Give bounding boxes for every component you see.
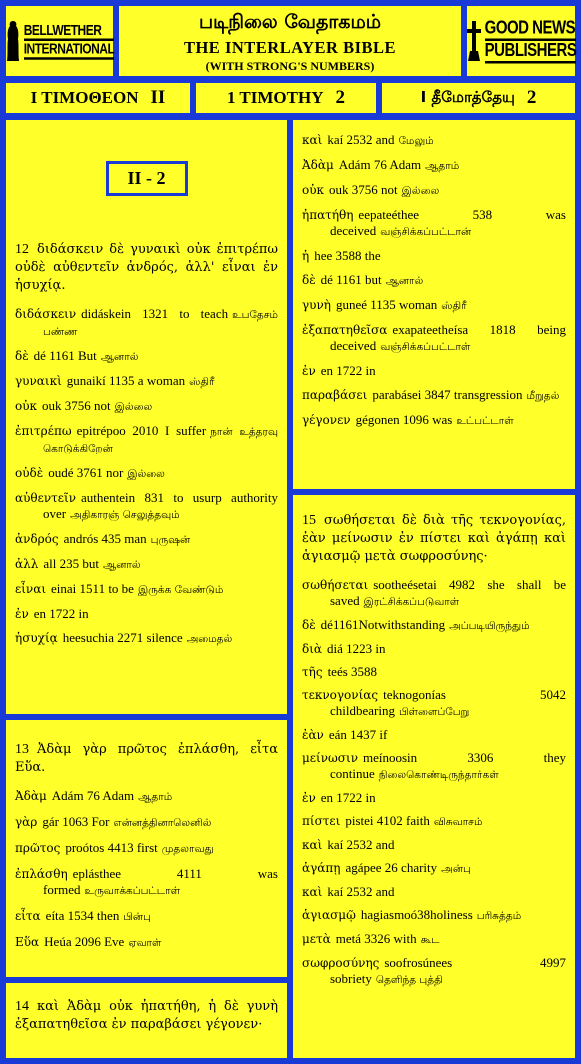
interlinear-entry	[302, 157, 566, 174]
title-box	[116, 3, 464, 79]
tamil-gloss: அன்பு	[441, 863, 471, 875]
transliteration-strongs-gloss: Adám 76 Adam	[51, 788, 135, 803]
interlinear-entry	[15, 348, 278, 365]
tamil-gloss: என்னத்தினாலெனில்	[113, 817, 212, 829]
interlinear-entry	[302, 363, 566, 379]
greek-word: Ἀδὰμ	[302, 158, 334, 172]
transliteration-strongs-gloss: hagiasmoó38holiness	[360, 907, 473, 922]
verse-12-text	[15, 240, 278, 294]
interlinear-list-13	[15, 788, 278, 951]
greek-word: γέγονεν	[302, 413, 351, 427]
greek-word: γυνὴ	[302, 298, 331, 312]
interlinear-entry	[302, 837, 566, 853]
greek-word: πρῶτος	[15, 841, 61, 855]
cross-figure-icon	[466, 19, 482, 63]
title-sub: (WITH STRONG'S NUMBERS)	[205, 59, 375, 73]
tamil-gloss: மேலும்	[398, 135, 434, 147]
tamil-gloss: வஞ்சிக்கப்பட்டான்	[380, 226, 472, 238]
verse-15-number: 15	[302, 513, 316, 528]
interlinear-entry	[15, 866, 278, 899]
tamil-gloss: ஆனால்	[100, 351, 139, 363]
interlinear-entry	[15, 490, 278, 523]
transliteration-strongs-gloss: gár 1063 For	[42, 814, 110, 829]
interlinear-entry	[15, 556, 278, 573]
interlinear-entry	[302, 641, 566, 657]
tamil-gloss: அப்படியிருந்தும்	[449, 620, 530, 632]
greek-word: γὰρ	[15, 815, 38, 829]
interlinear-entry	[15, 398, 278, 415]
chapter-num-tamil: 2	[526, 87, 537, 108]
chapter-num-greek: II	[150, 87, 166, 108]
tamil-gloss: கூட	[420, 934, 440, 946]
tamil-gloss: ஆனால்	[102, 559, 141, 571]
interlinear-entry	[15, 934, 278, 951]
interlinear-entry	[15, 840, 278, 857]
greek-word: εἶναι	[15, 582, 47, 596]
tamil-gloss: பரிசுத்தம்	[476, 910, 522, 922]
transliteration-strongs-gloss: en 1722 in	[33, 606, 89, 621]
interlinear-list-14	[302, 132, 566, 429]
interlinear-entry	[15, 465, 278, 482]
title-tamil: படிநிலை வேதாகமம்	[198, 11, 382, 33]
tamil-gloss: உபதேசம் பண்ண	[43, 309, 278, 338]
interlinear-entry	[15, 531, 278, 548]
book-tab-english	[193, 80, 379, 116]
greek-word: ἀλλ	[15, 557, 39, 571]
interlinear-entry	[15, 423, 278, 457]
greek-word: ἐν	[15, 607, 29, 621]
greek-word: παραβάσει	[302, 388, 368, 402]
verse-13-number: 13	[15, 742, 29, 757]
greek-word: δὲ	[302, 273, 316, 287]
interlinear-entry	[302, 727, 566, 743]
greek-word: ἁγιασμῷ	[302, 908, 356, 922]
tamil-gloss: பின்பு	[123, 911, 151, 923]
transliteration-strongs-gloss: gégonen 1096 was	[355, 412, 453, 427]
tamil-gloss: தெளிந்த புத்தி	[375, 974, 443, 986]
transliteration-strongs-gloss: dé1161Notwithstanding	[320, 617, 446, 632]
transliteration-strongs-gloss: ouk 3756 not	[329, 182, 398, 197]
transliteration-strongs-gloss: heesuchia 2271 silence	[62, 630, 183, 645]
tamil-gloss: ஆனால்	[385, 275, 424, 287]
interlinear-entry	[302, 207, 566, 240]
interlinear-entry	[302, 884, 566, 900]
tamil-gloss: இருக்க வேண்டும்	[137, 584, 224, 596]
panel-verse-14	[3, 980, 290, 1061]
transliteration-strongs-gloss: authentein 831 to usurp authority over	[43, 490, 278, 521]
transliteration-strongs-gloss: eán 1437 if	[328, 727, 388, 742]
interlinear-entry	[302, 182, 566, 199]
transliteration-strongs-gloss: pistei 4102 faith	[345, 813, 430, 828]
logo-line2: INTERNATIONAL	[24, 41, 115, 60]
interlinear-entry	[302, 297, 566, 314]
book-tab-greek	[3, 80, 193, 116]
chapter-label: II - 2	[106, 161, 188, 196]
greek-word: ἐν	[302, 364, 316, 378]
greek-word: Ἀδὰμ	[15, 789, 47, 803]
greek-word: γυναικὶ	[15, 374, 62, 388]
bellwether-logo	[3, 3, 116, 79]
transliteration-strongs-gloss: hee 3588 the	[314, 248, 381, 263]
verse-15-greek: σωθήσεται δὲ διὰ τῆς τεκνογονίας, ἐὰν μείνωσιν ἐν πίστει καὶ ἀγάπῃ καὶ ἁγιασμῷ μετὰ σωφροσύνης·	[302, 513, 566, 564]
tamil-gloss: நிலைகொண்டிருந்தார்கள்	[378, 769, 499, 781]
greek-word: μετὰ	[302, 932, 331, 946]
interlinear-entry	[15, 373, 278, 390]
chapter-num-english: 2	[335, 87, 345, 108]
greek-word: ἡ	[302, 249, 310, 263]
transliteration-strongs-gloss: soofrosúnees 4997 sobriety	[330, 955, 566, 986]
verse-15-text	[302, 511, 566, 565]
greek-word: διὰ	[302, 642, 323, 656]
interlinear-entry	[302, 813, 566, 830]
interlinear-entry	[302, 617, 566, 634]
interlinear-entry	[302, 907, 566, 924]
verse-13-greek: Ἀδὰμ γὰρ πρῶτος ἐπλάσθη, εἶτα Εὕα.	[15, 742, 278, 775]
transliteration-strongs-gloss: Heúa 2096 Eve	[44, 934, 125, 949]
interlinear-entry	[302, 860, 566, 877]
transliteration-strongs-gloss: metá 3326 with	[335, 931, 417, 946]
tamil-gloss: ஸ்திரீ	[189, 376, 215, 388]
tamil-gloss: உருவாக்கப்பட்டாள்	[84, 885, 181, 897]
greek-word: καὶ	[302, 885, 323, 899]
tamil-gloss: ஆதாம்	[138, 791, 173, 803]
transliteration-strongs-gloss: kaí 2532 and	[327, 884, 395, 899]
logo-line1: BELLWETHER	[24, 22, 115, 41]
transliteration-strongs-gloss: all 235 but	[43, 556, 99, 571]
transliteration-strongs-gloss: teés 3588	[327, 664, 378, 679]
transliteration-strongs-gloss: dé 1161 but	[320, 272, 382, 287]
tamil-gloss: ஆதாம்	[425, 160, 460, 172]
greek-word: καὶ	[302, 133, 323, 147]
greek-word: ἐπλάσθη	[15, 867, 68, 881]
good-news-logo	[464, 3, 578, 79]
greek-word: αὐθεντεῖν	[15, 491, 76, 505]
interlinear-entry	[302, 687, 566, 720]
transliteration-strongs-gloss: en 1722 in	[320, 790, 376, 805]
tamil-gloss: முதலாவது	[161, 843, 214, 855]
transliteration-strongs-gloss: oudé 3761 nor	[48, 465, 124, 480]
book-name-greek: I TIMOΘEON	[30, 88, 139, 107]
verse-12-greek: διδάσκειν δὲ γυναικὶ οὐκ ἐπιτρέπω οὐδὲ αὐθεντεῖν ἀνδρός, ἀλλ' εἶναι ἐν ἡσυχίᾳ.	[15, 242, 278, 293]
greek-word: εἶτα	[15, 909, 41, 923]
interlinear-entry	[15, 606, 278, 622]
transliteration-strongs-gloss: sootheésetai 4982 she shall be saved	[330, 577, 566, 608]
tamil-gloss: உட்பட்டாள்	[456, 415, 514, 427]
book-tab-tamil	[379, 80, 578, 116]
greek-word: ἐν	[302, 791, 316, 805]
greek-word: ἀνδρός	[15, 532, 59, 546]
verse-13-text	[15, 740, 278, 776]
transliteration-strongs-gloss: kaí 2532 and	[327, 837, 395, 852]
transliteration-strongs-gloss: proótos 4413 first	[65, 840, 158, 855]
interlinear-entry	[15, 306, 278, 340]
verse-12-number: 12	[15, 242, 29, 257]
tamil-gloss: இல்லை	[401, 185, 440, 197]
transliteration-strongs-gloss: teknogonías 5042 childbearing	[330, 687, 566, 718]
greek-word: Εὕα	[15, 935, 40, 949]
transliteration-strongs-gloss: ouk 3756 not	[42, 398, 111, 413]
greek-word: σωφροσύνης	[302, 956, 380, 970]
title-main: THE INTERLAYER BIBLE	[183, 38, 397, 57]
logo-right-line2: PUBLISHERS	[485, 41, 577, 64]
greek-word: τῆς	[302, 665, 323, 679]
greek-word: οὐκ	[15, 399, 38, 413]
transliteration-strongs-gloss: eplásthee 4111 was formed	[43, 866, 278, 897]
interlinear-entry	[302, 931, 566, 948]
greek-word: ἐξαπατηθεῖσα	[302, 323, 388, 337]
interlinear-entry	[302, 790, 566, 806]
greek-word: διδάσκειν	[15, 307, 77, 321]
interlinear-entry	[302, 272, 566, 289]
interlinear-entry	[15, 630, 278, 647]
interlinear-entry	[302, 387, 566, 404]
panel-verse-12	[3, 117, 290, 717]
transliteration-strongs-gloss: andrós 435 man	[63, 531, 147, 546]
interlinear-list-15	[302, 577, 566, 988]
interlinear-entry	[15, 814, 278, 831]
transliteration-strongs-gloss: exapateetheísa 1818 being deceived	[330, 322, 566, 353]
shepherd-figure-icon	[5, 19, 21, 63]
greek-word: ἐὰν	[302, 728, 324, 742]
transliteration-strongs-gloss: kaí 2532 and	[327, 132, 395, 147]
greek-word: μείνωσιν	[302, 751, 358, 765]
book-name-tamil: I தீமோத்தேயு	[420, 88, 515, 106]
greek-word: δὲ	[15, 349, 29, 363]
transliteration-strongs-gloss: didáskein 1321 to teach	[81, 306, 229, 321]
tamil-gloss: ஏவாள்	[128, 937, 162, 949]
transliteration-strongs-gloss: en 1722 in	[320, 363, 376, 378]
greek-word: καὶ	[302, 838, 323, 852]
panel-verse-15	[290, 492, 578, 1061]
interlinear-entry	[302, 664, 566, 680]
greek-word: δὲ	[302, 618, 316, 632]
greek-word: ἀγάπῃ	[302, 861, 341, 875]
greek-word: τεκνογονίας	[302, 688, 379, 702]
tamil-gloss: மீறுதல்	[526, 390, 560, 402]
verse-14-number: 14	[15, 999, 29, 1014]
interlinear-entry	[15, 908, 278, 925]
tamil-gloss: இல்லை	[127, 468, 165, 480]
interlinear-entry	[302, 577, 566, 610]
interlinear-entry	[302, 412, 566, 429]
transliteration-strongs-gloss: epitrépoo 2010 I suffer	[76, 423, 207, 438]
tamil-gloss: புருஷன்	[150, 534, 191, 546]
tamil-gloss: பிள்ளைப்பேறு	[398, 706, 470, 718]
transliteration-strongs-gloss: einai 1511 to be	[51, 581, 134, 596]
transliteration-strongs-gloss: guneé 1135 woman	[335, 297, 438, 312]
tamil-gloss: இல்லை	[114, 401, 153, 413]
transliteration-strongs-gloss: eepateéthee 538 was deceived	[330, 207, 566, 238]
greek-word: οὐδὲ	[15, 466, 44, 480]
interlinear-entry	[15, 788, 278, 805]
interlinear-entry	[302, 248, 566, 264]
tamil-gloss: நான் உத்தரவு கொடுக்கிறேன்	[43, 426, 278, 455]
logo-right-line1: GOOD NEWS	[485, 19, 577, 42]
tamil-gloss: இரட்சிக்கப்படுவாள்	[363, 596, 460, 608]
greek-word: σωθήσεται	[302, 578, 369, 592]
greek-word: οὐκ	[302, 183, 325, 197]
interlinear-entry	[302, 132, 566, 149]
verse-14-text	[15, 997, 278, 1033]
transliteration-strongs-gloss: eíta 1534 then	[45, 908, 120, 923]
transliteration-strongs-gloss: diá 1223 in	[327, 641, 386, 656]
interlinear-entry	[302, 322, 566, 355]
verse-14-greek: καὶ Ἀδὰμ οὐκ ἠπατήθη, ἡ δὲ γυνὴ ἐξαπατηθεῖσα ἐν παραβάσει γέγονεν·	[15, 999, 278, 1032]
tamil-gloss: ஸ்திரீ	[441, 300, 467, 312]
tamil-gloss: வஞ்சிக்கப்பட்டாள்	[380, 341, 471, 353]
tamil-gloss: விசுவாசம்	[433, 816, 483, 828]
transliteration-strongs-gloss: dé 1161 But	[33, 348, 97, 363]
interlinear-entry	[302, 955, 566, 988]
transliteration-strongs-gloss: meínoosin 3306 they continue	[330, 750, 566, 781]
greek-word: ἐπιτρέπω	[15, 424, 72, 438]
transliteration-strongs-gloss: gunaikí 1135 a woman	[66, 373, 186, 388]
interlinear-list-12	[15, 306, 278, 647]
greek-word: πίστει	[302, 814, 341, 828]
transliteration-strongs-gloss: Adám 76 Adam	[338, 157, 422, 172]
interlinear-entry	[302, 750, 566, 783]
greek-word: ἡσυχίᾳ	[15, 631, 58, 645]
tamil-gloss: அமைதல்	[186, 633, 233, 645]
book-name-english: 1 TIMOTHY	[226, 88, 324, 107]
panel-verse-13	[3, 717, 290, 980]
transliteration-strongs-gloss: agápee 26 charity	[345, 860, 438, 875]
transliteration-strongs-gloss: parabásei 3847 transgression	[372, 387, 523, 402]
tamil-gloss: அதிகாரஞ் செலுத்தவும்	[70, 509, 180, 521]
interlinear-entry	[15, 581, 278, 598]
greek-word: ἠπατήθη	[302, 208, 354, 222]
panel-verse-14-words	[290, 117, 578, 492]
